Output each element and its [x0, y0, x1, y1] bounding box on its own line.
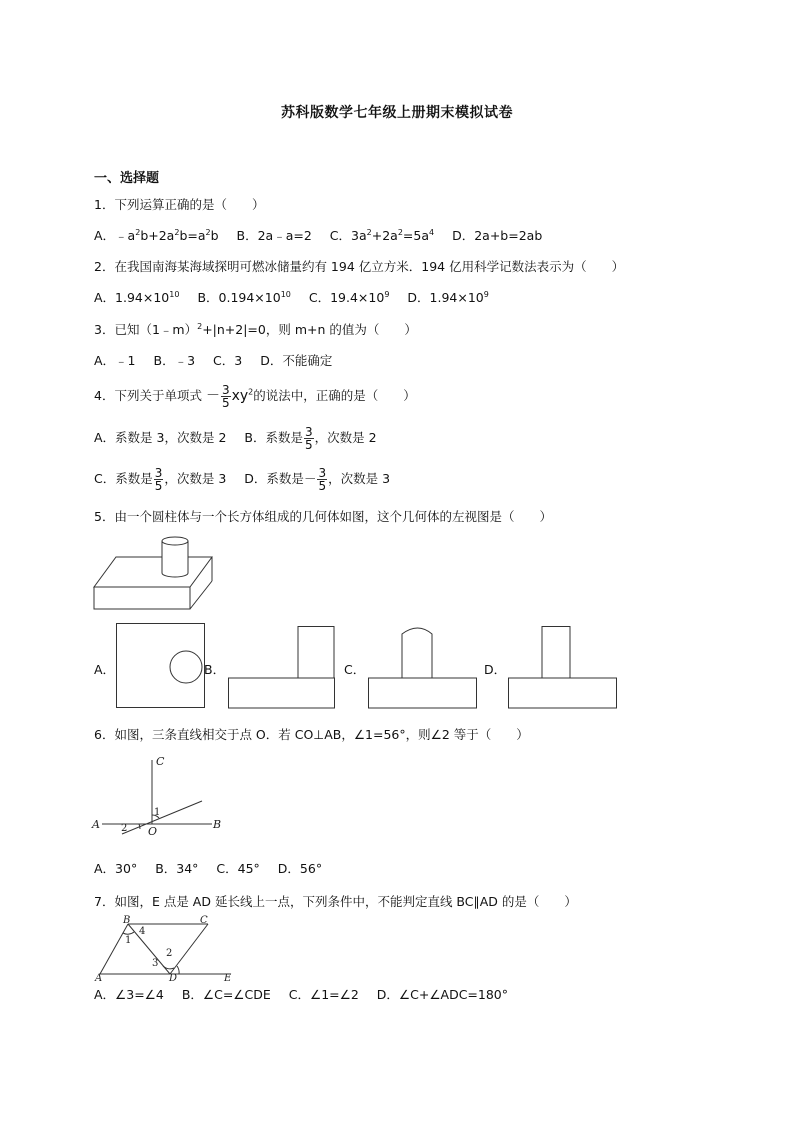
- q6-figure: [92, 755, 227, 839]
- q7-angle-3: 3: [152, 958, 159, 969]
- q7-label-e: E: [224, 973, 232, 984]
- section-heading: 一、选择题: [94, 171, 160, 186]
- q7-label-d: D: [169, 973, 178, 984]
- q3-option-d: D．不能确定: [260, 353, 333, 368]
- q7-angle-1: 1: [125, 935, 132, 946]
- q5-option-c-figure: [368, 624, 478, 710]
- q6-angle-2: 2: [121, 823, 128, 834]
- q1-option-d: D．2a+b=2ab: [452, 228, 543, 243]
- q7-stem: 7．如图，E 点是 AD 延长线上一点，下列条件中，不能判定直线 BC∥AD 的是（ ）: [94, 894, 577, 909]
- q5-label-d: D．: [484, 662, 507, 677]
- q7-figure: [92, 914, 237, 982]
- q2-option-c: C．$19.4\times 10^9$: [308, 289, 390, 305]
- q3-options: [94, 352, 346, 370]
- q4-option-c: C．系数是 $\frac{3}{5}$ ，次数是 3: [94, 466, 227, 493]
- q6-option-d: D．56°: [277, 861, 323, 876]
- q7-option-c: C．∠1=∠2: [288, 987, 359, 1002]
- q1-option-b: B．2a﹣a=2: [236, 228, 312, 243]
- q6-label-o: O: [148, 825, 158, 838]
- q7-option-d: D．∠C+∠ADC=180°: [376, 987, 509, 1002]
- q7-label-a: A: [95, 973, 103, 984]
- q3-option-c: C．3: [213, 353, 243, 368]
- q2-option-d: D．$1.94\times 10^9$: [407, 289, 489, 305]
- q6-label-b: B: [213, 818, 222, 831]
- q2-options: [94, 289, 503, 307]
- q7-label-b: B: [123, 915, 131, 926]
- q4-options-row1: [94, 424, 391, 452]
- q1-option-a: A．$﹣a^2b+2a^2b=a^2b$: [94, 227, 219, 243]
- q7-label-c: C: [200, 915, 208, 926]
- q4-option-d: D．系数是－ $\frac{3}{5}$ ，次数是 3: [244, 466, 391, 493]
- q5-stem: 5．由一个圆柱体与一个长方体组成的几何体如图，这个几何体的左视图是（ ）: [94, 509, 552, 524]
- q5-option-b-figure: [228, 626, 336, 710]
- q6-label-c: C: [156, 755, 165, 768]
- q7-option-b: B．∠C=∠CDE: [181, 987, 271, 1002]
- q6-label-a: A: [92, 818, 100, 831]
- q1-stem: 1．下列运算正确的是（ ）: [94, 197, 265, 212]
- q7-angle-2: 2: [166, 948, 173, 959]
- q5-solid-figure: [94, 535, 214, 611]
- q6-options: [94, 860, 336, 878]
- q6-option-c: C．45°: [216, 861, 260, 876]
- q6-option-a: A．30°: [94, 861, 138, 876]
- q3-option-a: A．﹣1: [94, 353, 136, 368]
- q5-option-d-figure: [508, 626, 620, 710]
- q7-options: [94, 986, 522, 1004]
- q4-stem: 4．下列关于单项式 － $\frac{3}{5}$ $xy^2$的说法中，正确的是（ ）: [94, 382, 416, 410]
- q5-option-a-figure: [116, 623, 206, 709]
- q6-stem: 6．如图，三条直线相交于点 O．若 CO⊥AB，∠1=56°，则∠2 等于（ ）: [94, 727, 529, 742]
- q3-option-b: B．﹣3: [153, 353, 196, 368]
- q1-option-c: C．$3a^2+2a^2=5a^4$: [329, 227, 435, 243]
- q7-angle-4: 4: [139, 926, 146, 937]
- q4-option-a: A．系数是 3，次数是 2: [94, 430, 227, 445]
- q5-label-b: B．: [204, 662, 226, 677]
- q4-options-row2: [94, 465, 404, 493]
- q5-label-a: A．: [94, 662, 116, 677]
- q2-option-b: B．$0.194\times 10^{10}$: [197, 289, 291, 305]
- q5-label-c: C．: [344, 662, 366, 677]
- q6-angle-1: 1: [154, 807, 161, 818]
- page-title: 苏科版数学七年级上册期末模拟试卷: [281, 105, 513, 121]
- q6-option-b: B．34°: [155, 861, 199, 876]
- q3-stem: 3．已知（1﹣m）$^2$+|n+2|=0，则 m+n 的值为（ ）: [94, 321, 417, 337]
- q7-option-a: A．∠3=∠4: [94, 987, 164, 1002]
- monomial: － $\frac{3}{5}$ $xy^2$: [205, 382, 254, 410]
- q4-option-b: B．系数是 $\frac{3}{5}$ ，次数是 2: [244, 425, 377, 452]
- q1-options: [94, 227, 556, 245]
- q2-stem: 2．在我国南海某海域探明可燃冰储量约有 194 亿立方米．194 亿用科学记数法表示为（ ）: [94, 259, 625, 274]
- q2-option-a: A．$1.94\times 10^{10}$: [94, 289, 180, 305]
